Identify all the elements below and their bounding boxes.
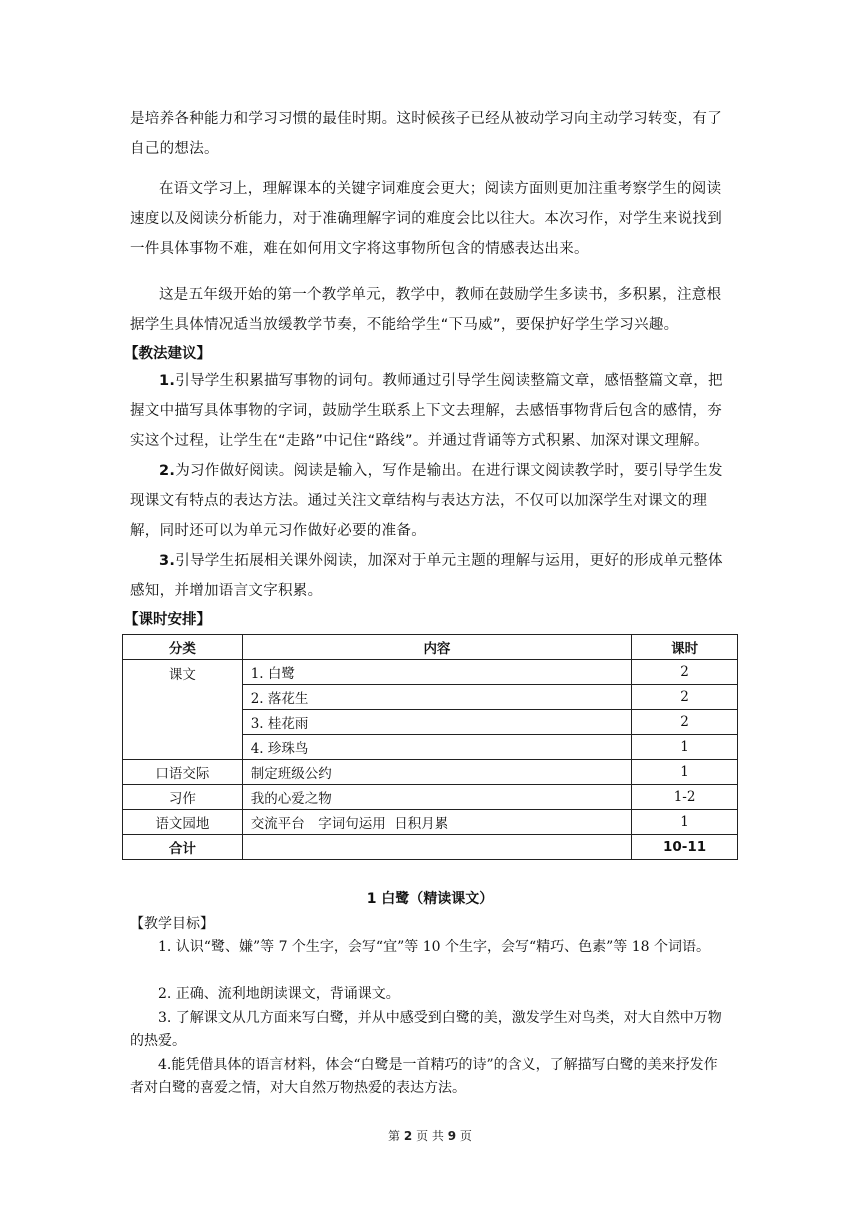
intro-paragraph-3: 这是五年级开始的第一个教学单元，教学中，教师在鼓励学生多读书，多积累，注意根据学生具体情况适当放缓教学节奏，不能给学生“下马威”，要保护好学生学习兴趣。 bbox=[130, 287, 722, 333]
suggestion-text: 引导学生积累描写事物的词句。教师通过引导学生阅读整篇文章，感悟整篇文章，把握文中描写具体事物的字词，鼓励学生联系上下文去理解，去感悟事物背后包含的感情，夯实这个过程，让学生在“走路”中记住“路线”。并通过背诵等方式积累、加深对课文理解。 bbox=[130, 373, 723, 449]
page-footer bbox=[0, 1127, 860, 1144]
teaching-suggestions-heading: 【教法建议】 bbox=[124, 346, 211, 362]
footer-middle: 页 共 bbox=[416, 1129, 444, 1143]
category-cell: 课文 bbox=[123, 660, 243, 760]
table-row bbox=[123, 810, 738, 835]
header-category: 分类 bbox=[123, 635, 243, 660]
suggestion-item-3 bbox=[130, 546, 730, 606]
hours-cell: 2 bbox=[632, 685, 738, 710]
objective-item-1: 1. 认识“鹭、嫌”等 7 个生字，会写“宜”等 10 个生字，会写“精巧、色素”等 18 个词语。 bbox=[158, 939, 710, 955]
content-cell: 1. 白鹭 bbox=[242, 660, 631, 685]
table-row bbox=[123, 785, 738, 810]
content-cell: 3. 桂花雨 bbox=[242, 710, 631, 735]
hours-cell: 1-2 bbox=[632, 785, 738, 810]
total-label: 合计 bbox=[123, 835, 243, 860]
intro-paragraph-2: 在语文学习上，理解课本的关键字词难度会更大；阅读方面则更加注重考察学生的阅读速度以及阅读分析能力，对于准确理解字词的难度会比以往大。本次习作，对学生来说找到一件具体事物不难，难在如何用文字将这事物所包含的情感表达出来。 bbox=[130, 181, 722, 257]
footer-total-pages: 9 bbox=[447, 1129, 457, 1143]
table-total-row bbox=[123, 835, 738, 860]
objective-item-4: 4.能凭借具体的语言材料，体会“白鹭是一首精巧的诗”的含义，了解描写白鹭的美来抒发作者对白鹭的喜爱之情，对大自然万物热爱的表达方法。 bbox=[130, 1057, 718, 1096]
suggestion-text: 为习作做好阅读。阅读是输入，写作是输出。在进行课文阅读教学时，要引导学生发现课文有特点的表达方法。通过关注文章结构与表达方法，不仅可以加深学生对课文的理解，同时还可以为单元习作做好必要的准备。 bbox=[130, 463, 723, 539]
objective-item-3: 3. 了解课文从几方面来写白鹭，并从中感受到白鹭的美，激发学生对鸟类，对大自然中万物的热爱。 bbox=[130, 1010, 722, 1049]
schedule-heading: 【课时安排】 bbox=[124, 612, 211, 628]
content-cell: 4. 珍珠鸟 bbox=[242, 735, 631, 760]
schedule-table bbox=[122, 634, 738, 860]
hours-cell: 1 bbox=[632, 810, 738, 835]
footer-prefix: 第 bbox=[388, 1129, 401, 1143]
suggestion-item-1 bbox=[130, 366, 730, 456]
hours-cell: 1 bbox=[632, 760, 738, 785]
category-cell: 口语交际 bbox=[123, 760, 243, 785]
suggestion-item-2 bbox=[130, 456, 730, 546]
content-cell: 2. 落花生 bbox=[242, 685, 631, 710]
category-cell: 语文园地 bbox=[123, 810, 243, 835]
table-row bbox=[123, 760, 738, 785]
suggestion-number: 1. bbox=[159, 373, 176, 389]
hours-cell: 2 bbox=[632, 660, 738, 685]
footer-page-number: 2 bbox=[403, 1129, 413, 1143]
total-content bbox=[242, 835, 631, 860]
suggestion-number: 3. bbox=[159, 553, 176, 569]
table-row bbox=[123, 660, 738, 685]
suggestion-text: 引导学生拓展相关课外阅读，加深对于单元主题的理解与运用，更好的形成单元整体感知，并增加语言文字积累。 bbox=[130, 553, 723, 599]
content-cell: 我的心爱之物 bbox=[242, 785, 631, 810]
header-hours: 课时 bbox=[632, 635, 738, 660]
footer-suffix: 页 bbox=[459, 1129, 472, 1143]
hours-cell: 1 bbox=[632, 735, 738, 760]
objectives-heading: 【教学目标】 bbox=[130, 916, 214, 932]
content-cell: 制定班级公约 bbox=[242, 760, 631, 785]
hours-cell: 2 bbox=[632, 710, 738, 735]
suggestion-number: 2. bbox=[159, 463, 176, 479]
intro-paragraph-1: 是培养各种能力和学习习惯的最佳时期。这时候孩子已经从被动学习向主动学习转变，有了自己的想法。 bbox=[130, 111, 722, 157]
header-content: 内容 bbox=[242, 635, 631, 660]
category-cell: 习作 bbox=[123, 785, 243, 810]
lesson-title: 1 白鹭（精读课文） bbox=[366, 891, 494, 907]
content-cell: 交流平台 字词句运用 日积月累 bbox=[242, 810, 631, 835]
table-header-row bbox=[123, 635, 738, 660]
objective-item-2: 2. 正确、流利地朗读课文，背诵课文。 bbox=[158, 986, 400, 1002]
total-hours: 10-11 bbox=[632, 835, 738, 860]
